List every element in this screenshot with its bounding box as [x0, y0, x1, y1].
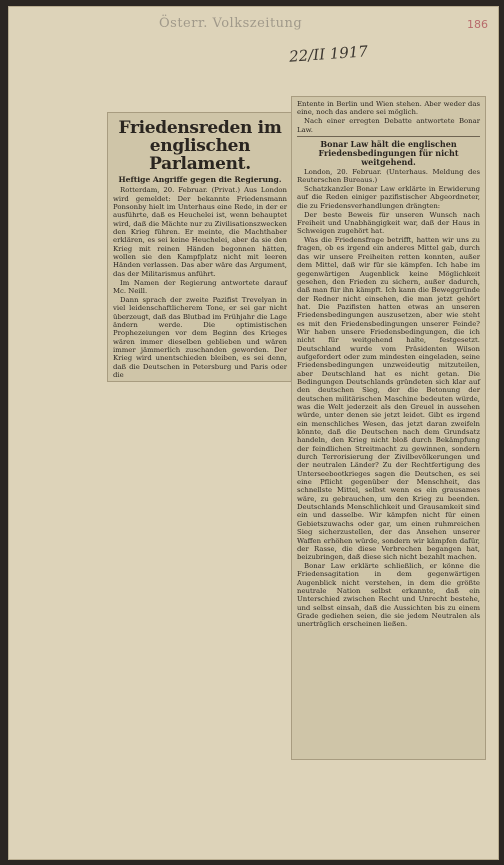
- article-paragraph: Rotterdam, 20. Februar. (Privat.) Aus London wird gemeldet: Der bekannte Friedensmann Ponsonby hielt im Unterhaus eine Rede, in der er ausführte, daß es Heuchelei ist, wenn behauptet wird, daß die Mächte nur zu Zivilisationszwecken den Krieg führen. Er meinte, die Machthaber erklären, es sei keine Heuchelei, aber da sie den Krieg mit reinen Händen begonnen hätten, wollen sie den Kampfplatz nicht mit leeren Händen verlassen. Das aber wäre das Argument, das der Militarismus anführt.: [113, 186, 287, 278]
- left-clipping: [107, 112, 293, 382]
- page-number: 186: [467, 18, 488, 31]
- article-subhead: Heftige Angriffe gegen die Regierung.: [118, 175, 282, 184]
- article-paragraph: Was die Friedensfrage betrifft, hatten wir uns zu fragen, ob es irgend ein anderes Mittel gab, durch das wir unsere Freiheiten retten konnten, außer dem Mittel, daß wir für sie kämpfen. Ich habe im gegenwärtigen Augenblick keine Möglichkeit gesehen, den Frieden zu sichern, außer dadurch, daß man für ihn kämpft. Ich kann die Beweggründe der Redner nicht einsehen, die man jetzt gehört hat. Die Pazifisten hatten etwas an unseren Friedensbedingungen auszusetzen, aber wie steht es mit den Friedensbedingungen unserer Feinde? Wir haben unsere Friedensbedingungen, die ich nicht für weitgehend halte, festgesetzt. Deutschland wurde vom Präsidenten Wilson aufgefordert oder zum mindesten eingeladen, seine Friedensbedingungen unzweideutig mitzuteilen, aber Deutschland hat es nicht getan. Die Bedingungen Deutschlands gründeten sich klar auf den deutschen Sieg, der die Betonung der deutschen militärischen Maschine bedeuten würde, was die Welt jederzeit als den Greuel in aussehen würde, unter denen sie jetzt leidet. Gibt es irgend ein menschliches Wesen, das jetzt daran zweifeln könnte, daß die Deutschen nach dem Grundsatz handeln, den Krieg nicht bloß durch Bekämpfung der feindlichen Streitmacht zu gewinnen, sondern durch Terrorisierung der Zivilbevölkerungen und der neutralen Länder? Zu der Rechtfertigung des Unterseebootkrieges sagen die Deutschen, es sei eine Pflicht gegenüber der Menschheit, das schnellste Mittel, selbst wenn es ein grausames wäre, zu gebrauchen, um den Krieg zu beenden. Deutschlands Menschlichkeit und Grausamkeit sind ein und dasselbe. Wir kämpfen nicht für einen Gebietszuwachs oder gar, um einen ruhmreichen Sieg sicherzustellen, der das Ansehen unserer Waffen erhöhen würde, sondern wir kämpfen dafür, der Rasse, die diese Verbrechen begangen hat, beizubringen, daß diese sich nicht bezahlt machen.: [297, 236, 480, 562]
- article-paragraph: Nach einer erregten Debatte antwortete Bonar Law.: [297, 117, 480, 134]
- article-paragraph: Bonar Law erklärte schließlich, er könne die Friedensagitation in dem gegenwärtigen Augenblick nicht verstehen, in dem die größte neutrale Nation selbst erkannte, daß ein Unterschied zwischen Recht und Unrecht bestehe, und selbst einsah, daß die Aussichten bis zu einem Grade gediehen seien, die sie jedem Neutralen als unerträglich erscheinen ließen.: [297, 562, 480, 629]
- handwritten-date: 22/II 1917: [288, 42, 369, 66]
- article-subhead: Bonar Law hält die englischen Friedensbedingungen für nicht weitgehend.: [318, 138, 459, 167]
- article-paragraph: Schatzkanzler Bonar Law erklärte in Erwiderung auf die Reden einiger pazifistischer Abgeordneter, die zu Friedensverhandlungen drängten:: [297, 185, 480, 210]
- newspaper-stamp: Österr. Volkszeitung: [159, 16, 303, 31]
- article-paragraph: Im Namen der Regierung antwortete darauf Mc. Neill.: [113, 278, 287, 295]
- column-divider: [297, 136, 480, 137]
- article-headline: Friedensreden im englischen Parlament.: [118, 118, 282, 174]
- article-paragraph: Dann sprach der zweite Pazifist Trevelyan in viel leidenschaftlicherem Tone, er sei gar nicht überzeugt, daß das Blutbad im Frühjahr die Lage ändern werde. Die optimistischen Prophezeiungen vor dem Beginn des Krieges wären immer dieselben geblieben und wären immer jämmerlich zuschanden geworden. Der Krieg wird unentschieden bleiben, es sei denn, daß die Deutschen in Petersburg und Paris oder die: [113, 295, 287, 379]
- article-paragraph: Entente in Berlin und Wien stehen. Aber weder das eine, noch das andere sei möglich.: [297, 100, 480, 117]
- article-paragraph: London, 20. Februar. (Unterhaus. Meldung des Reuterschen Bureaus.): [297, 167, 480, 185]
- right-clipping: [291, 96, 486, 760]
- article-paragraph: Der beste Beweis für unseren Wunsch nach Freiheit und Unabhängigkeit war, daß der Haus in Schweigen zugehört hat.: [297, 210, 480, 236]
